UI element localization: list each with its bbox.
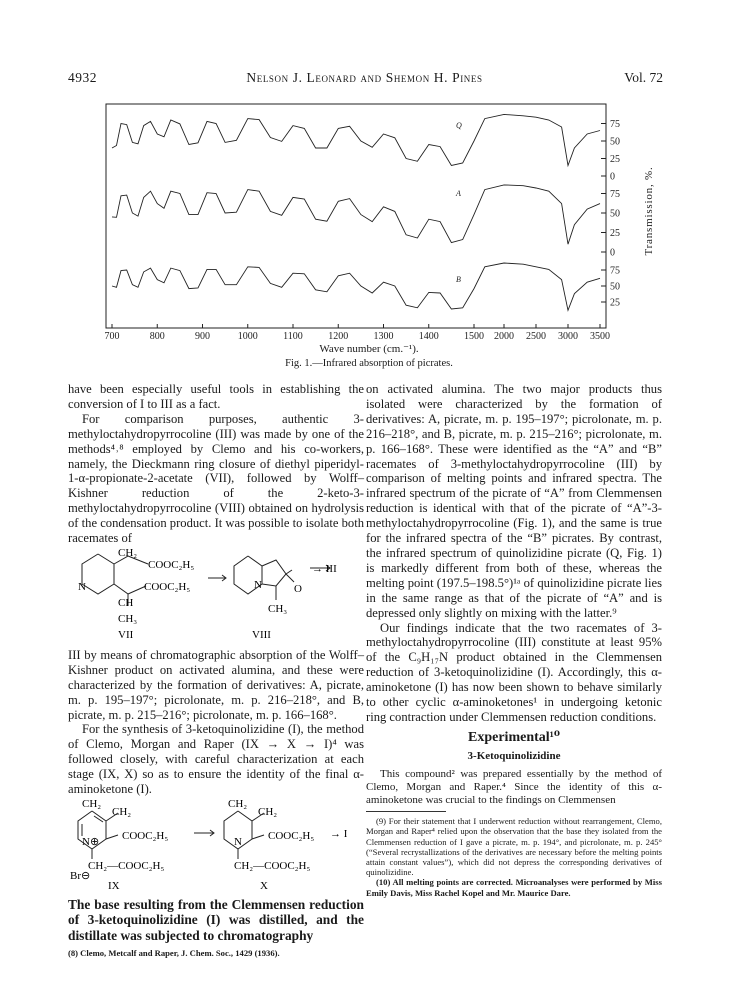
y-tick-label: 25 <box>610 154 620 165</box>
y-tick-label: 50 <box>610 136 620 148</box>
struct-n1: N <box>78 580 86 593</box>
struct-cooc2h5-x: COOC₂H₅ <box>268 829 315 842</box>
y-tick-label: 25 <box>610 297 620 309</box>
footnote-8: (8) Clemo, Metcalf and Raper, J. Chem. Soc., 1429 (1936). <box>68 947 280 958</box>
plot-frame <box>106 104 606 328</box>
y-tick-label: 50 <box>610 281 620 293</box>
paragraph: Our findings indicate that the two racemates of 3-methyloctahydropyrrocoline (III) constitute at least 95% of the C₉H₁₇N product obtained in the Clemmensen reduction of 3-ketoquinolizidine (I). Accordingly, this α-aminoketone (I) has now been shown to behave similarly to other cyclic α-aminoketones¹ in undergoing ketonic ring contraction under Clemmensen reduction conditions. <box>366 620 662 724</box>
x-tick-label: 1200 <box>328 331 349 341</box>
label-viii: VIII <box>252 628 271 641</box>
y-tick-label: 0 <box>610 171 615 183</box>
page-number: 4932 <box>68 70 97 85</box>
trace-label-b: B <box>456 275 461 284</box>
label-ix: IX <box>108 879 120 892</box>
x-tick-label: 2000 <box>494 331 514 341</box>
structure-ix-x <box>68 797 364 893</box>
x-tick-label: 1400 <box>418 331 439 341</box>
paragraph: on activated alumina. The two major products thus isolated were characterized by the formation of derivatives: A, picrate, m. p. 195–197°; picrolonate, m. p. 216–218°, and B, picrate, m. p. 215–216°; picrolonate, m. p. 166–168°. These were identified as the “A” and “B” racemates of 3-methyloctahydropyrrocoline (III) by comparison of melting points and infrared spectra. The infrared spectrum of the picrate of “A” from Clemmensen reduction is identical with that of the picrate of “A”-3-methyloctahydropyrrocoline (Fig. 1), and the same is true for the infrared spectra of the “B” picrates. By contrast, the infrared spectrum of quinolizidine picrate (Q, Fig. 1) is markedly different from both of these, whereas the melting point (197.5–198.5°)¹ᵃ of quinolizidine picrate lies in the same range as that of the picrate of “A” and is depressed only slightly on mixing with the latter.⁹ <box>366 382 662 620</box>
struct-ch3: CH₃ <box>118 612 138 625</box>
x-tick-label: 800 <box>149 331 165 341</box>
struct-cooc2h5-a: COOC₂H₅ <box>148 558 195 571</box>
x-tick-label: 1500 <box>464 331 484 341</box>
paragraph: have been especially useful tools in establishing the conversion of I to III as a fact. <box>68 382 364 411</box>
section-heading: Experimental¹⁰ <box>468 729 560 745</box>
label-x: X <box>260 879 268 892</box>
struct-cooc2h5-ix: COOC₂H₅ <box>122 829 169 842</box>
paragraph: The base resulting from the Clemmensen reduction of 3-ketoquinolizidine (I) was distilled, and the distillate was subjected to chromatography <box>68 896 364 944</box>
x-tick-label: 1000 <box>237 331 258 341</box>
struct-ch2: CH₂ <box>118 546 138 559</box>
footnote-9: (9) For their statement that I underwent reduction without rearrangement, Clemo, Morgan and Raper⁴ relied upon the observation that the base they isolated from the Clemmensen reduction of I gave a picrate, m. p. 194°, and picrolonate, m. p. 245° (“Several recrystallizations of the derivatives are necessary before the melting points attain constant values”), which did not depress the corresponding derivatives of quinolizidine. <box>366 816 662 878</box>
y-tick-label: 75 <box>610 189 620 200</box>
struct-ch2-b: CH₂ <box>112 805 132 818</box>
spectrum-trace-q <box>112 114 600 165</box>
paragraph: This compound² was prepared essentially by the method of Clemo, Morgan and Raper.⁴ Since the identity of this α-aminoketone was crucial to the findings on Clemmensen <box>366 767 662 807</box>
y-tick-label: 75 <box>610 119 620 130</box>
x-tick-label: 1100 <box>283 331 303 341</box>
struct-o: O <box>294 582 302 595</box>
struct-br: Br⊖ <box>70 869 91 882</box>
struct-ch: CH <box>118 596 134 609</box>
running-head <box>0 70 729 90</box>
y-tick-label: 25 <box>610 228 620 239</box>
x-tick-label: 3500 <box>590 331 610 341</box>
struct-ch2-c: CH₂ <box>228 797 248 810</box>
y-tick-label: 75 <box>610 265 620 277</box>
struct-n2: N <box>254 578 262 591</box>
footnote-rule <box>366 811 446 812</box>
x-tick-label: 1300 <box>373 331 394 341</box>
left-column <box>68 382 364 958</box>
struct-arrow-iii: → III <box>312 562 337 575</box>
ir-spectrum-figure <box>78 96 660 371</box>
x-tick-label: 700 <box>104 331 120 341</box>
struct-n: N <box>234 835 242 848</box>
x-axis-label: Wave number (cm.⁻¹). <box>319 343 419 355</box>
right-column <box>366 382 662 898</box>
x-tick-label: 900 <box>195 331 210 341</box>
volume-label: Vol. 72 <box>624 70 663 85</box>
y-axis-label: Transmission, %. <box>643 166 655 256</box>
structure-vii-viii <box>68 546 364 644</box>
struct-ch3b: CH₃ <box>268 602 288 615</box>
ir-chart <box>78 96 660 341</box>
spectrum-trace-a <box>112 185 600 244</box>
x-tick-label: 3000 <box>558 331 578 341</box>
running-title: Nelson J. Leonard and Shemon H. Pines <box>246 70 483 85</box>
footnote-10: (10) All melting points are corrected. Microanalyses were performed by Miss Emily Davis, Miss Rachel Kopel and Mr. Maurice Dare. <box>366 877 662 898</box>
struct-cooc2h5-b: COOC₂H₅ <box>144 580 191 593</box>
struct-ch2cooc2h5-x: CH₂—COOC₂H₅ <box>234 859 311 872</box>
struct-ch2-a: CH₂ <box>82 797 102 810</box>
paragraph: For the synthesis of 3-ketoquinolizidine (I), the method of Clemo, Morgan and Raper (IX → X → I)⁴ was followed closely, with careful characterization at each stage (IX, X) so as to ensure the identity of the final α-aminoketone (I). <box>68 722 364 797</box>
struct-ch2cooc2h5-ix: CH₂—COOC₂H₅ <box>88 859 165 872</box>
trace-label-q: Q <box>456 121 462 130</box>
struct-arrow-i: → I <box>330 827 348 840</box>
spectrum-trace-b <box>112 263 600 310</box>
paragraph: For comparison purposes, authentic 3-methyloctahydropyrrocoline (III) was made by one of the methods⁴˒⁸ employed by Clemo and his co-workers, namely, the Dieckmann ring closure of diethyl piperidyl-1-α-propionate-2-acetate (VII), followed by Wolff–Kishner reduction of the 2-keto-3-methyloctahydropyrrocoline (VIII) obtained on hydrolysis of the condensation product. It was possible to isolate both racemates of <box>68 411 364 546</box>
y-tick-label: 0 <box>610 247 615 259</box>
paragraph: III by means of chromatographic absorption of the Wolff–Kishner product on activated alumina, and these were characterized by the formation of derivatives: A, picrate, m. p. 195–197°; picrolonate, m. p. 216–218°, and B, picrate, m. p. 215–216°; picrolonate, m. p. 166–168°. <box>68 647 364 722</box>
trace-label-a: A <box>456 189 461 198</box>
y-tick-label: 50 <box>610 208 620 220</box>
figure-caption: Fig. 1.—Infrared absorption of picrates. <box>285 358 453 369</box>
struct-n-plus: N⊕ <box>82 835 100 848</box>
label-vii: VII <box>118 628 134 641</box>
x-tick-label: 2500 <box>526 331 546 341</box>
subsection-heading: 3-Ketoquinolizidine <box>467 749 561 762</box>
struct-ch2-d: CH₂ <box>258 805 278 818</box>
